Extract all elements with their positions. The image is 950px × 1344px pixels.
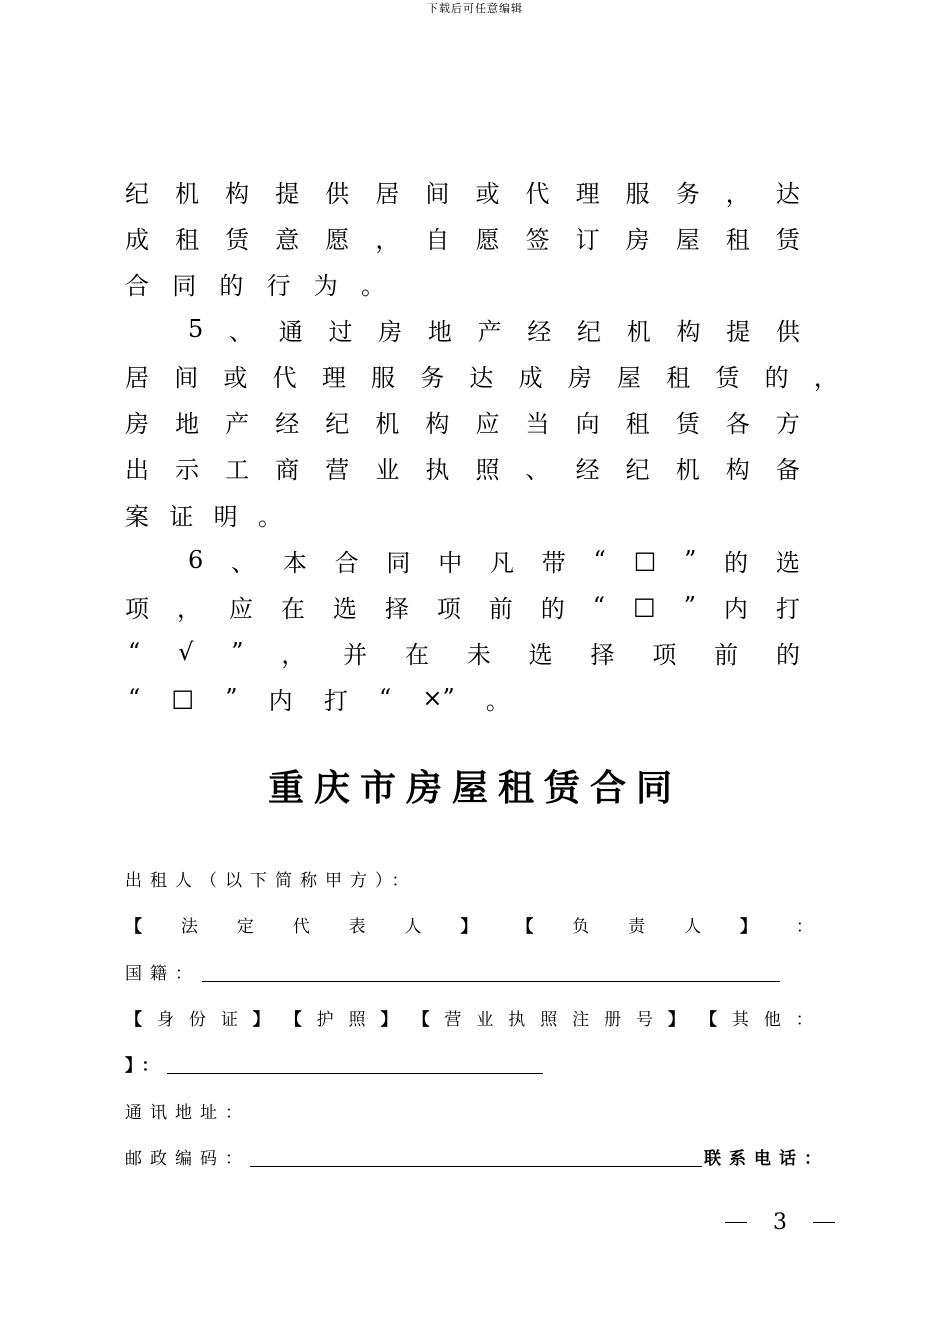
paragraph-line [125,263,385,303]
form-char: 】 [252,1009,270,1030]
paragraph-char: 项 [125,594,149,623]
paragraph-char: 经 [527,317,552,346]
paragraph-char: 屋 [675,225,700,254]
id-number-line [125,1046,543,1080]
paragraph-char: 机 [175,179,200,208]
paragraph-char: 内 [723,594,748,623]
nationality-label: 国籍： [125,963,200,984]
paragraph-char: 房 [125,409,149,438]
paragraph-char: ×” [422,684,455,712]
paragraph-char: 凡 [489,548,514,577]
form-char: 】 [667,1009,685,1030]
paragraph-char: 通 [278,317,303,346]
paragraph-char: 成 [518,363,543,392]
paragraph-char: 达 [469,363,494,392]
paragraph-char: 居 [125,363,149,392]
paragraph-char: 选 [332,594,357,623]
paragraph-char: 意 [275,225,300,254]
paragraph-char: □ [171,684,195,712]
form-char: 责 [628,916,646,937]
paragraph-char: 务 [420,363,445,392]
paragraph-char: 案 [125,502,149,531]
paragraph-char: 租 [625,409,650,438]
paragraph-char: ， [281,640,306,669]
page-dash-left [725,1222,747,1223]
paragraph-char: 未 [466,640,491,669]
form-char: 人 [684,916,702,937]
paragraph-char: 各 [725,409,750,438]
paragraph-char: 自 [425,225,450,254]
paragraph-char: 产 [477,317,502,346]
form-char: 法 [180,916,198,937]
paragraph-line [188,540,800,580]
form-char: 定 [236,916,254,937]
paragraph-char: 供 [325,179,350,208]
paragraph-char: 订 [575,225,600,254]
form-char: 】 [460,916,478,937]
paragraph-char: 供 [775,317,800,346]
paragraph-char: 、 [229,317,253,346]
paragraph-char: 合 [125,271,149,300]
paragraph-char: 前 [714,640,739,669]
paragraph-char: 务 [675,179,700,208]
form-char: ： [795,1009,813,1030]
postcode-label: 邮政编码： [125,1148,250,1169]
form-char: 【 [125,916,142,937]
paragraph-char: 居 [375,179,400,208]
paragraph-char: “ [378,684,392,712]
paragraph-char: 机 [626,317,651,346]
form-char: 代 [292,916,310,937]
paragraph-char: √ [178,638,194,666]
document-title: 重庆市房屋租赁合同 [267,767,682,809]
form-char: 执 [508,1009,526,1030]
paragraph-char: 过 [328,317,353,346]
paragraph-char: 纪 [577,317,602,346]
form-char: 册 [604,1009,622,1030]
id-type-line [125,1000,813,1034]
paragraph-char: 的 [764,363,789,392]
form-char: 注 [572,1009,590,1030]
paragraph-char: 纪 [325,409,350,438]
paragraph-char: 向 [575,409,600,438]
page-number-text: 3 [773,1210,787,1235]
paragraph-char: 营 [325,455,350,484]
paragraph-char: 愿 [325,225,350,254]
paragraph-char: 间 [174,363,199,392]
paragraph-char: 的 [775,640,800,669]
paragraph-char: 备 [775,455,800,484]
paragraph-char: 出 [125,455,149,484]
paragraph-char: 代 [272,363,297,392]
form-char: 证 [220,1009,238,1030]
paragraph-char: 构 [425,409,450,438]
paragraph-char: 赁 [715,363,740,392]
paragraph-char: 提 [275,179,300,208]
paragraph-char: 执 [425,455,450,484]
representative-line [125,907,813,941]
phone-label: 联系电话： [704,1148,829,1169]
paragraph-char: 方 [775,409,800,438]
paragraph-char: 前 [488,594,513,623]
paragraph-char: 服 [625,179,650,208]
form-char: 【 [125,1009,142,1030]
form-char: 【 [699,1009,717,1030]
paragraph-char: “ [593,546,606,574]
paragraph-char: 。 [485,686,510,715]
paragraph-char: 6 [188,546,204,574]
paragraph-char: 提 [726,317,751,346]
paragraph-line [125,586,800,626]
paragraph-char: 成 [125,225,149,254]
paragraph-char: 代 [525,179,550,208]
postcode-line [125,1139,829,1173]
paragraph-char: 经 [575,455,600,484]
paragraph-char: 达 [775,179,800,208]
paragraph-line [125,401,800,441]
paragraph-line [188,309,800,349]
form-char: 他 [763,1009,781,1030]
paragraph-char: 的 [724,548,749,577]
paragraph-char: 或 [223,363,248,392]
paragraph-line [125,217,800,257]
paragraph-char: 的 [540,594,565,623]
paragraph-char: 打 [323,686,348,715]
paragraph-char: ， [725,179,750,208]
paragraph-char: 照 [475,455,500,484]
paragraph-char: 应 [228,594,253,623]
paragraph-char: 地 [427,317,452,346]
form-char: 负 [572,916,590,937]
paragraph-char: ， [176,594,201,623]
form-char: 身 [156,1009,174,1030]
paragraph-char: 理 [321,363,346,392]
paragraph-char: 租 [666,363,691,392]
paragraph-char: 项 [652,640,677,669]
form-char: 表 [348,916,366,937]
paragraph-char: 选 [528,640,553,669]
paragraph-char: 理 [575,179,600,208]
paragraph-char: 商 [275,455,300,484]
address-line [125,1093,250,1127]
paragraph-char: 纪 [625,455,650,484]
paragraph-char: 纪 [125,179,149,208]
paragraph-char: 业 [375,455,400,484]
paragraph-char: 选 [775,548,800,577]
paragraph-char: 并 [343,640,368,669]
paragraph-char: 择 [590,640,615,669]
paragraph-char: ” [684,546,697,574]
paragraph-char: 。 [257,502,282,531]
paragraph-char: 、 [231,548,256,577]
form-char: 份 [188,1009,206,1030]
postcode-blank[interactable] [250,1152,702,1167]
paragraph-char: 示 [175,455,200,484]
paragraph-char: 赁 [225,225,250,254]
id-number-label: 】： [125,1055,167,1076]
paragraph-char: 房 [378,317,403,346]
paragraph-char: 证 [169,502,194,531]
paragraph-char: 签 [525,225,550,254]
nationality-line [125,954,780,988]
paragraph-char: 在 [405,640,429,669]
paragraph-char: ” [683,592,696,620]
form-char: 人 [404,916,422,937]
nationality-blank[interactable] [202,967,780,982]
paragraph-char: ” [225,684,238,712]
paragraph-char: 5 [188,315,204,343]
paragraph-char: 同 [172,271,197,300]
paragraph-char: 构 [676,317,701,346]
paragraph-char: 赁 [775,225,800,254]
paragraph-char: 机 [675,455,700,484]
paragraph-line [128,678,510,718]
paragraph-char: 构 [225,179,250,208]
paragraph-char: 合 [334,548,359,577]
paragraph-char: 在 [280,594,305,623]
paragraph-char: “ [128,684,141,712]
paragraph-char: 择 [384,594,409,623]
paragraph-line [125,171,800,211]
paragraph-char: ” [231,638,244,666]
paragraph-char: 内 [268,686,293,715]
paragraph-char: 中 [438,548,463,577]
paragraph-char: 机 [375,409,400,438]
page-number [725,1210,835,1235]
paragraph-char: 应 [475,409,500,438]
id-number-blank[interactable] [167,1059,543,1074]
paragraph-char: 构 [725,455,750,484]
paragraph-char: 工 [225,455,250,484]
paragraph-char: 租 [175,225,200,254]
paragraph-char: 明 [213,502,238,531]
paragraph-line [128,632,800,672]
paragraph-char: 服 [371,363,396,392]
paragraph-char: □ [632,592,656,620]
paragraph-char: ， [813,363,838,392]
paragraph-char: 打 [775,594,800,623]
paragraph-char: 、 [525,455,550,484]
paragraph-char: 赁 [675,409,700,438]
form-char: 照 [540,1009,558,1030]
paragraph-char: 地 [175,409,200,438]
paragraph-char: 。 [360,271,385,300]
paragraph-char: 带 [541,548,566,577]
paragraph-char: 房 [567,363,592,392]
form-char: 照 [348,1009,366,1030]
form-char: 】 [739,916,757,937]
form-char: 护 [316,1009,334,1030]
paragraph-char: 本 [282,548,307,577]
paragraph-char: 屋 [617,363,642,392]
paragraph-char: 产 [225,409,250,438]
paragraph-char: 间 [425,179,450,208]
paragraph-char: 同 [386,548,411,577]
form-char: 】 [380,1009,398,1030]
paragraph-line [125,447,800,487]
address-label: 通讯地址： [125,1102,250,1123]
paragraph-char: 房 [625,225,650,254]
paragraph-line [125,355,838,395]
paragraph-char: 行 [266,271,291,300]
paragraph-char: 为 [313,271,338,300]
lessor-label: 出租人（以下简称甲方）： [125,870,417,891]
paragraph-char: “ [592,592,605,620]
form-char: 【 [516,916,534,937]
page-dash-right [813,1222,835,1223]
paragraph-char: “ [128,638,141,666]
paragraph-char: 或 [475,179,500,208]
paragraph-char: 项 [436,594,461,623]
paragraph-line [125,494,282,534]
form-char: 号 [636,1009,653,1030]
form-char: 营 [444,1009,462,1030]
form-char: 其 [731,1009,749,1030]
paragraph-char: 的 [219,271,244,300]
paragraph-char: 当 [525,409,550,438]
paragraph-char: 经 [275,409,300,438]
form-char: 业 [476,1009,494,1030]
page-header: 下载后可任意编辑 [427,2,523,15]
lessor-line [125,861,417,895]
paragraph-char: 愿 [475,225,500,254]
paragraph-char: □ [633,546,657,574]
paragraph-char: 租 [725,225,750,254]
form-char: 【 [284,1009,302,1030]
form-char: 【 [412,1009,430,1030]
paragraph-char: ， [375,225,400,254]
form-char: ： [795,916,813,937]
